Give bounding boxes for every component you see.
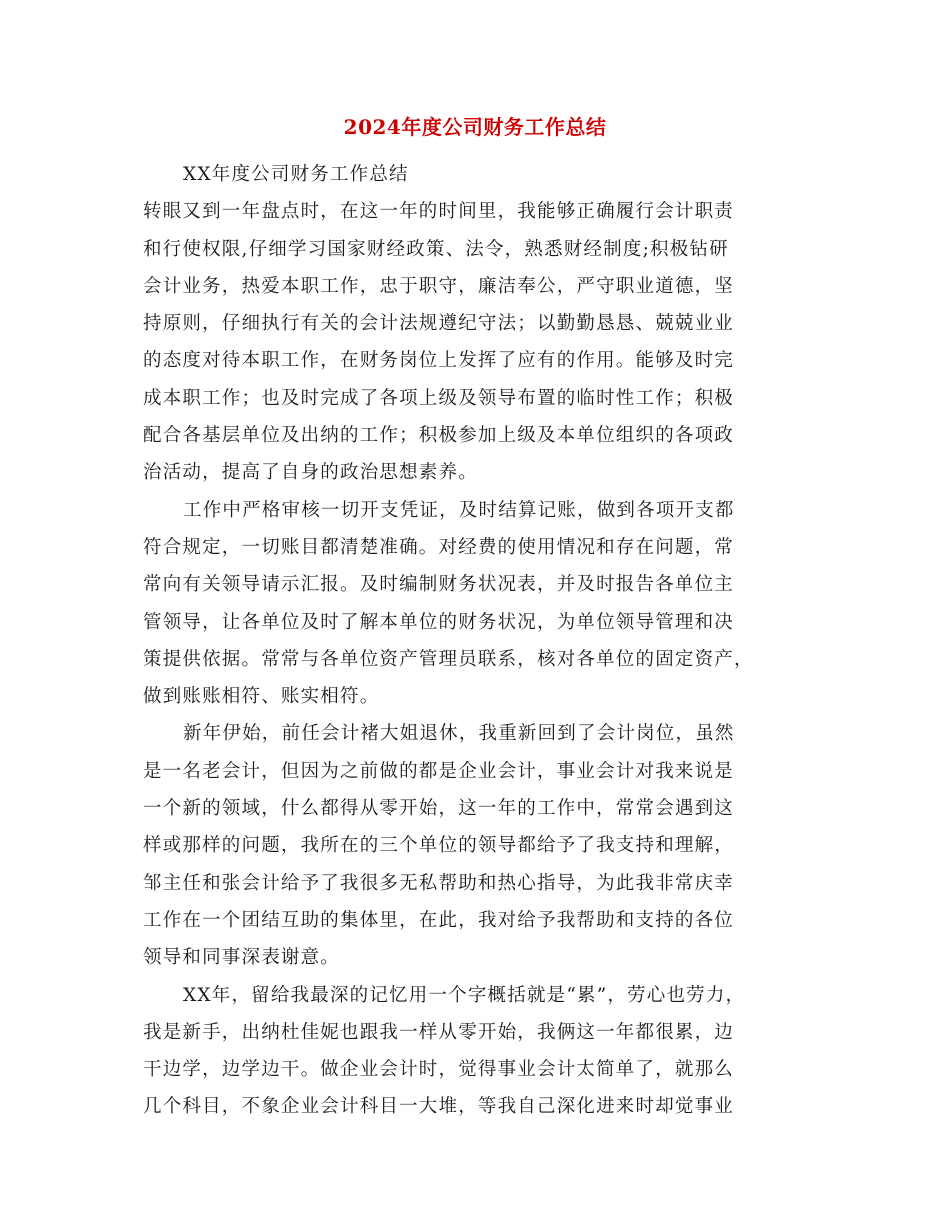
- text-line: 我是新手，出纳杜佳妮也跟我一样从零开始，我俩这一年都很累，边: [143, 1021, 735, 1043]
- text-line: 样或那样的问题，我所在的三个单位的领导都给予了我支持和理解，: [143, 835, 735, 857]
- text-line: XX年，留给我最深的记忆用一个字概括就是“累”，劳心也劳力，: [183, 984, 746, 1006]
- text-line: 策提供依据。常常与各单位资产管理员联系，核对各单位的固定资产，: [143, 648, 754, 670]
- text-line: 符合规定，一切账目都清楚准确。对经费的使用情况和存在问题，常: [143, 536, 735, 558]
- text-line: 转眼又到一年盘点时，在这一年的时间里，我能够正确履行会计职责: [143, 201, 735, 223]
- document-body: [143, 160, 813, 1130]
- text-line: 管领导，让各单位及时了解本单位的财务状况，为单位领导管理和决: [143, 611, 735, 633]
- text-line: 新年伊始，前任会计褚大姐退休，我重新回到了会计岗位，虽然: [183, 723, 735, 745]
- text-line: 工作中严格审核一切开支凭证，及时结算记账，做到各项开支都: [183, 499, 735, 521]
- text-line: 的态度对待本职工作，在财务岗位上发挥了应有的作用。能够及时完: [143, 350, 735, 372]
- text-line: 成本职工作；也及时完成了各项上级及领导布置的临时性工作；积极: [143, 387, 735, 409]
- text-line: 常向有关领导请示汇报。及时编制财务状况表，并及时报告各单位主: [143, 574, 735, 596]
- text-line: 邹主任和张会计给予了我很多无私帮助和热心指导，为此我非常庆幸: [143, 872, 735, 894]
- text-line: 会计业务，热爱本职工作，忠于职守，廉洁奉公，严守职业道德，坚: [143, 275, 735, 297]
- text-line: 和行使权限,仔细学习国家财经政策、法令，熟悉财经制度;积极钻研: [143, 238, 729, 260]
- text-line: 一个新的领域，什么都得从零开始，这一年的工作中，常常会遇到这: [143, 798, 735, 820]
- text-line: 做到账账相符、账实相符。: [143, 686, 380, 708]
- text-line: 治活动，提高了自身的政治思想素养。: [143, 462, 478, 484]
- document-title: 2024年度公司财务工作总结: [343, 115, 607, 139]
- text-line: 工作在一个团结互助的集体里，在此，我对给予我帮助和支持的各位: [143, 909, 735, 931]
- text-line: 领导和同事深表谢意。: [143, 947, 341, 969]
- text-line: XX年度公司财务工作总结: [183, 164, 409, 185]
- text-line: 是一名老会计，但因为之前做的都是企业会计，事业会计对我来说是: [143, 760, 735, 782]
- text-line: 持原则，仔细执行有关的会计法规遵纪守法；以勤勤恳恳、兢兢业业: [143, 313, 735, 335]
- text-line: 干边学，边学边干。做企业会计时，觉得事业会计太简单了，就那么: [143, 1059, 735, 1081]
- text-line: 几个科目，不象企业会计科目一大堆，等我自己深化进来时却觉事业: [143, 1096, 735, 1118]
- text-line: 配合各基层单位及出纳的工作；积极参加上级及本单位组织的各项政: [143, 425, 735, 447]
